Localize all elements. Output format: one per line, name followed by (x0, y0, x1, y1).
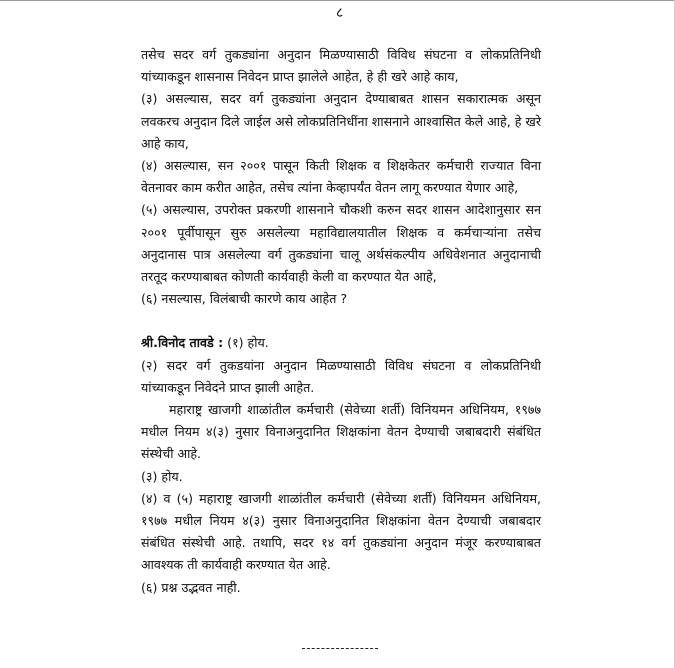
answer-3: (३) होय. (141, 468, 183, 484)
page-number: ८ (336, 5, 344, 21)
answer-speaker: श्री.विनोद तावडे : (141, 335, 224, 351)
document-body (141, 44, 541, 599)
answer-4-5: (४) व (५) महाराष्ट्र खाजगी शाळांतील कर्मचारी (सेवेच्या शर्ती) विनियमन अधिनियम, १९७७ मधील नियम ४(३) नुसार विनाअनुदानित शिक्षकांना वेतन देण्याची जबाबदार संबंधित संस्थेची आहे. तथापि, सदर १४ वर्ग तुकड्यांना अनुदान मंजूर करण्याबाबत आवश्यक ती कार्यवाही करण्यात येत आहे. (141, 490, 541, 573)
question-intro: तसेच सदर वर्ग तुकड्यांना अनुदान मिळण्यासाठी विविध संघटना व लोकप्रतिनिधी यांच्याकडून शासनास निवेदन प्राप्त झालेले आहेत, हे ही खरे आहे काय, (141, 47, 541, 85)
answer-1-line (141, 332, 541, 354)
answer-6: (६) प्रश्न उद्भवत नाही. (141, 579, 241, 595)
question-3: (३) असल्यास, सदर वर्ग तुकड्यांना अनुदान देण्याबाबत शासन सकारात्मक असून लवकरच अनुदान दिले जाईल असे लोकप्रतिनिधींना शासनाने आश्वासित केले आहे, हे खरे आहे काय, (141, 91, 541, 151)
question-5: (५) असल्यास, उपरोक्त प्रकरणी शासनाने चौकशी करुन सदर शासन आदेशानुसार सन २००१ पूर्वीपासून सुरु असलेल्या महाविद्यालयातील शिक्षक व कर्मचाऱ्यांना तसेच अनुदानास पात्र असलेल्या वर्ग तुकड्यांना चालू अर्थसंकल्पीय अधिवेशनात अनुदानाची तरतूद करण्याबाबत कोणती कार्यवाही केली वा करण्यात येत आहे, (141, 202, 541, 285)
question-6: (६) नसल्यास, विलंबाची कारणे काय आहेत ? (141, 291, 348, 307)
end-separator (302, 648, 378, 649)
answer-2: (२) सदर वर्ग तुकडयांना अनुदान मिळण्यासाठी विविध संघटना व लोकप्रतिनिधी यांच्याकडून निवेदने प्राप्त झाली आहेत. (141, 357, 541, 395)
question-4: (४) असल्यास, सन २००१ पासून किती शिक्षक व शिक्षकेतर कर्मचारी राज्यात विना वेतनावर काम करीत आहेत, तसेच त्यांना केव्हापर्यंत वेतन लागू करण्यात येणार आहे, (141, 158, 541, 196)
answer-2-note: महाराष्ट्र खाजगी शाळांतील कर्मचारी (सेवेच्या शर्ती) विनियमन अधिनियम, १९७७ मधील नियम ४(३) नुसार विनाअनुदानित शिक्षकांना वेतन देण्याची जबाबदारी संबंधित संस्थेची आहे. (141, 402, 541, 462)
page-top-border (0, 0, 675, 1)
answer-1: (१) होय. (223, 335, 269, 351)
section-gap (141, 310, 541, 332)
